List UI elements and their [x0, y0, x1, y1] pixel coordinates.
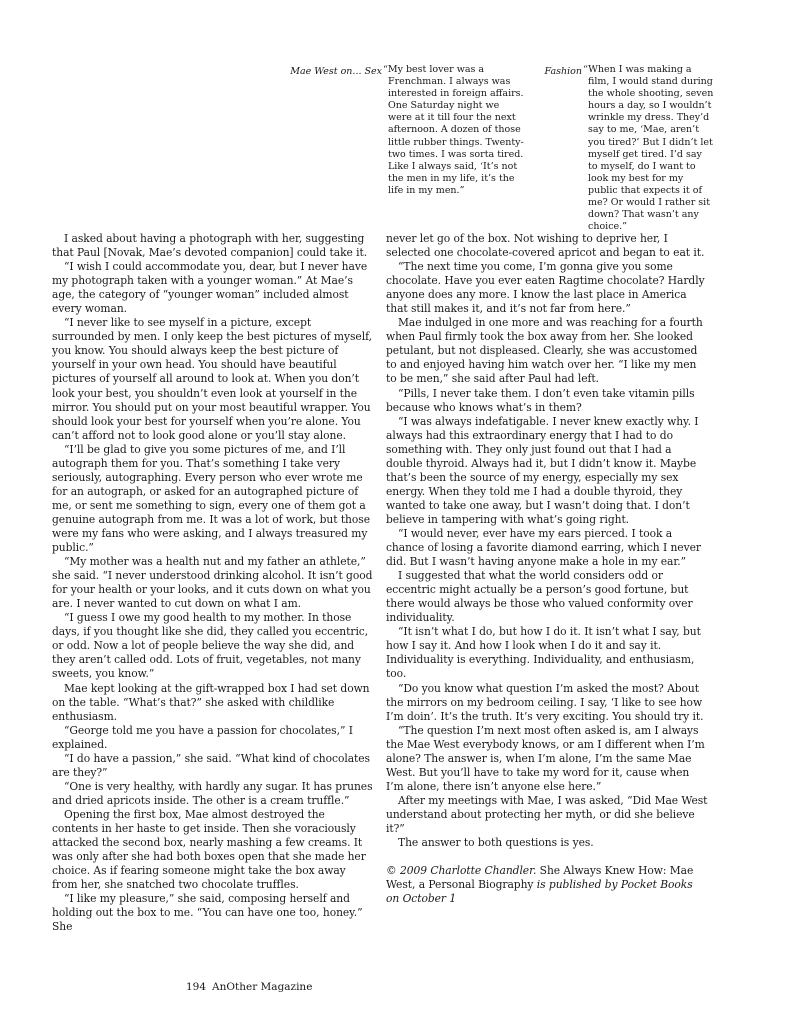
sidebar-sex-quote-text: “My best lover was a Frenchman. I always was interested in foreign affairs. One Saturday night we were at it till four the next afternoon. A dozen of those little rubber things. Twenty-two times. I was sorta tired. Like I always said, ‘It’s not the men in my life, it’s the life in my men.”: [383, 64, 524, 196]
paragraph: “The next time you come, I’m gonna give you some chocolate. Have you ever eaten Ragtime chocolate? Hardly anyone does any more. I know the last place in America that still makes it, and it’s not far from here.”: [386, 260, 705, 316]
paragraph: “I guess I owe my good health to my mother. In those days, if you thought like she did, they called you eccentric, or odd. Now a lot of people believe the way she did, and they aren’t called odd. Lots of fruit, vegetables, not many sweets, you know.”: [52, 611, 369, 681]
paragraph: never let go of the box. Not wishing to deprive her, I selected one chocolate-covered apricot and began to eat it.: [386, 232, 705, 260]
paragraph: “I do have a passion,” she said. “What kind of chocolates are they?”: [52, 751, 370, 779]
paragraph: “One is very healthy, with hardly any sugar. It has prunes and dried apricots inside. The other is a cream truffle.”: [52, 779, 373, 807]
paragraph: Opening the first box, Mae almost destroyed the contents in her haste to get inside. Then she voraciously attacked the second box, nearly mashing a few creams. It was only after she had both boxes open that she made her choice. As if fearing someone might take the box away from her, she snatched two chocolate truffles.: [52, 807, 366, 892]
credit-copyright: © 2009 Charlotte Chandler.: [386, 864, 537, 878]
paragraph: “I’ll be glad to give you some pictures of me, and I’ll autograph them for you. That’s something I take very seriously, autographing. Every person who ever wrote me for an autograph, or asked for an autographed picture of me, or sent me something to sign, every one of them got a genuine autograph from me. It was a lot of work, but those were my fans who were asking, and I always treasured my public.”: [52, 442, 370, 555]
paragraph: “Pills, I never take them. I don’t even take vitamin pills because who knows what’s in them?: [386, 386, 695, 414]
article-left-column: [52, 232, 374, 934]
paragraph: “It isn’t what I do, but how I do it. It isn’t what I say, but how I say it. And how I look when I do it and say it. Individuality is everything. Individuality, and enthusiasm, too.: [386, 625, 701, 681]
paragraph: After my meetings with Mae, I was asked, “Did Mae West understand about protecting her myth, or did she believe it?”: [386, 793, 708, 835]
paragraph: “I never like to see myself in a picture, except surrounded by men. I only keep the best pictures of myself, you know. You should always keep the best picture of yourself in your own head. You should have beautiful pictures of yourself all around to look at. When you don’t look your best, you shouldn’t even look at yourself in the mirror. You should put on your most beautiful wrapper. You should look your best for yourself when you’re alone. You can’t afford not to look good alone or you’ll stay alone.: [52, 316, 372, 442]
book-credit: [386, 864, 708, 906]
credit-book-title: She Always Knew How: Mae West, a Personal Biography: [386, 864, 694, 892]
page-number: 194: [186, 981, 207, 993]
paragraph: “I would never, ever have my ears pierced. I took a chance of losing a favorite diamond earring, which I never did. But I wasn’t having anyone make a hole in my ear.”: [386, 526, 701, 569]
paragraph: “I wish I could accommodate you, dear, but I never have my photograph taken with a younger woman.” At Mae’s age, the category of “younger woman” included almost every woman.: [52, 260, 368, 316]
paragraph: “I was always indefatigable. I never knew exactly why. I always had this extraordinary energy that I had to do something with. They only just found out that I had a double thyroid. Always had it, but I didn’t know it. Maybe that’s been the source of my energy, especially my sex energy. When they told me I had a double thyroid, they wanted to take one away, but I wasn’t doing that. I don’t believe in tampering with what’s going right.: [386, 414, 699, 526]
sidebar-sex-quote: [383, 64, 524, 197]
article-right-column: [386, 232, 708, 906]
paragraph: “The question I’m next most often asked is, am I always the Mae West everybody knows, or am I different when I’m alone? The answer is, when I’m alone, I’m the same Mae West. But you’ll have to take my word for it, cause when I’m alone, there isn’t anyone else here.”: [386, 723, 705, 793]
sidebar-sex-label: Mae West on... Sex: [290, 66, 382, 77]
sidebar-fashion-quote: [583, 64, 714, 233]
paragraph: “George told me you have a passion for chocolates,” I explained.: [52, 723, 353, 751]
paragraph: “I like my pleasure,” she said, composing herself and holding out the box to me. “You can have one too, honey.” She: [52, 892, 363, 934]
paragraph: Mae indulged in one more and was reaching for a fourth when Paul firmly took the box away from her. She looked petulant, but not displeased. Clearly, she was accustomed to and enjoyed having him watch over her. “I like my men to be men,” she said after Paul had left.: [386, 316, 703, 386]
sidebar-fashion-quote-text: “When I was making a film, I would stand during the whole shooting, seven hours a day, so I wouldn’t wrinkle my dress. They’d say to me, ‘Mae, aren’t you tired?’ But I didn’t let myself get tired. I’d say to myself, do I want to look my best for my public that expects it of me? Or would I rather sit down? That wasn’t any choice.”: [583, 64, 714, 233]
sidebar-fashion-label: Fashion: [544, 66, 582, 77]
page-footer: [186, 981, 318, 993]
magazine-name: AnOther Magazine: [212, 981, 313, 993]
paragraph: “My mother was a health nut and my father an athlete,” she said. “I never understood drinking alcohol. It isn’t good for your health or your looks, and it cuts down on what you are. I never wanted to cut down on what I am.: [52, 555, 373, 611]
paragraph: Mae kept looking at the gift-wrapped box I had set down on the table. “What’s that?” she asked with childlike enthusiasm.: [52, 681, 370, 723]
paragraph: I suggested that what the world considers odd or eccentric might actually be a person’s good fortune, but there would always be those who valued conformity over individuality.: [386, 569, 693, 625]
credit-publisher: is published by Pocket Books on October 1: [386, 878, 693, 906]
paragraph: “Do you know what question I’m asked the most? About the mirrors on my bedroom ceiling. I say, ‘I like to see how I’m doin’. It’s the truth. It’s very exciting. You should try it.: [386, 681, 704, 723]
paragraph: The answer to both questions is yes.: [398, 836, 594, 850]
paragraph: I asked about having a photograph with her, suggesting that Paul [Novak, Mae’s devoted companion] could take it.: [52, 232, 368, 260]
